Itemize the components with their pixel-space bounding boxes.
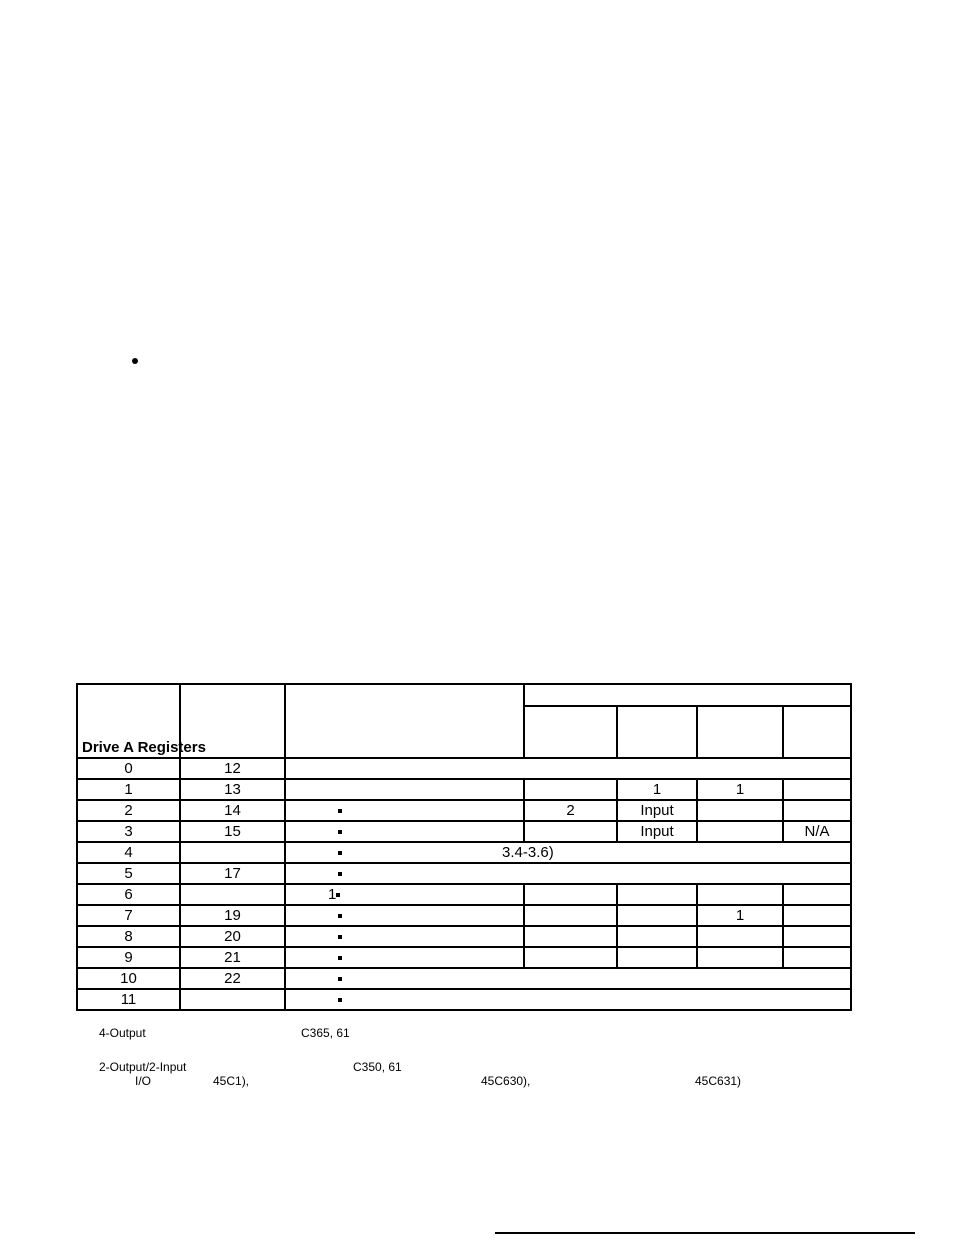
- register-map-table: [76, 683, 852, 1011]
- table-row: [77, 779, 851, 800]
- register-description: [285, 800, 524, 821]
- register-description: [285, 989, 851, 1010]
- io-cell: [617, 884, 697, 905]
- io-cell: [697, 947, 783, 968]
- io-cell: [524, 821, 617, 842]
- io-cell: 1: [697, 779, 783, 800]
- io-cell: [783, 947, 851, 968]
- table-row: [77, 905, 851, 926]
- footnote-part-number-1: C365, 61: [301, 1026, 350, 1040]
- table-row: [77, 821, 851, 842]
- io-cell: [783, 800, 851, 821]
- footnote-4-output: 4-Output: [99, 1026, 146, 1040]
- io-cell: Input: [617, 821, 697, 842]
- io-cell: [524, 779, 617, 800]
- footnote-part-number-4: 45C630),: [481, 1074, 531, 1088]
- table-row: [77, 842, 851, 863]
- io-cell: [617, 905, 697, 926]
- register-number: 5: [77, 863, 180, 884]
- register-number: 0: [77, 758, 180, 779]
- io-cell: [617, 947, 697, 968]
- register-address: 17: [180, 863, 285, 884]
- register-description: [285, 821, 524, 842]
- register-number: 7: [77, 905, 180, 926]
- table-row: [77, 989, 851, 1010]
- io-cell: [524, 905, 617, 926]
- register-description: [285, 779, 524, 800]
- header-col-3: [285, 684, 524, 758]
- register-description: [285, 968, 851, 989]
- io-cell: [783, 779, 851, 800]
- table-row: [77, 884, 851, 905]
- footnote-part-number-5: 45C631): [695, 1074, 742, 1088]
- footnote-part-number-3: 45C1),: [213, 1074, 250, 1088]
- io-cell: [524, 884, 617, 905]
- register-number: 1: [77, 779, 180, 800]
- io-cell: [697, 926, 783, 947]
- register-description: [285, 842, 851, 863]
- description-text: 1: [328, 886, 337, 903]
- register-address: 21: [180, 947, 285, 968]
- register-address: 20: [180, 926, 285, 947]
- register-number: 11: [77, 989, 180, 1010]
- register-description: [285, 926, 524, 947]
- io-cell: [697, 800, 783, 821]
- table-row: [77, 758, 851, 779]
- register-number: 3: [77, 821, 180, 842]
- section-reference: 3.4-3.6): [502, 844, 554, 861]
- register-address: 22: [180, 968, 285, 989]
- io-cell: [783, 905, 851, 926]
- register-description: [285, 758, 851, 779]
- register-address: [180, 989, 285, 1010]
- register-address: [180, 884, 285, 905]
- list-bullet: [132, 358, 138, 364]
- table-row: [77, 800, 851, 821]
- register-address: 19: [180, 905, 285, 926]
- table-row: [77, 968, 851, 989]
- io-cell: [783, 926, 851, 947]
- register-description: [285, 863, 851, 884]
- register-description: [285, 905, 524, 926]
- register-description: [285, 947, 524, 968]
- header-drive-a-registers: Drive A Registers: [77, 684, 180, 758]
- register-number: 9: [77, 947, 180, 968]
- register-address: 15: [180, 821, 285, 842]
- io-cell: [783, 884, 851, 905]
- footnote-part-number-2: C350, 61: [353, 1060, 402, 1074]
- io-cell: [697, 821, 783, 842]
- register-number: 2: [77, 800, 180, 821]
- header-io-col-1: [524, 706, 617, 758]
- register-number: 4: [77, 842, 180, 863]
- register-description: [285, 884, 524, 905]
- io-cell: N/A: [783, 821, 851, 842]
- io-cell: 1: [697, 905, 783, 926]
- io-cell: 1: [617, 779, 697, 800]
- bottom-rule: [495, 1232, 915, 1234]
- table-row: [77, 947, 851, 968]
- register-number: 6: [77, 884, 180, 905]
- register-address: 13: [180, 779, 285, 800]
- register-address: 14: [180, 800, 285, 821]
- footnote-2-output-2-input: 2-Output/2-Input: [99, 1060, 187, 1074]
- table-row: [77, 863, 851, 884]
- header-io-group: [524, 684, 851, 706]
- register-address: 12: [180, 758, 285, 779]
- register-number: 8: [77, 926, 180, 947]
- io-cell: [524, 947, 617, 968]
- table-row: [77, 926, 851, 947]
- io-cell: [617, 926, 697, 947]
- register-number: 10: [77, 968, 180, 989]
- footnote-io: I/O: [135, 1074, 152, 1088]
- register-address: [180, 842, 285, 863]
- header-io-col-4: [783, 706, 851, 758]
- io-cell: [524, 926, 617, 947]
- header-io-col-2: [617, 706, 697, 758]
- header-io-col-3: [697, 706, 783, 758]
- io-cell: 2: [524, 800, 617, 821]
- io-cell: [697, 884, 783, 905]
- io-cell: Input: [617, 800, 697, 821]
